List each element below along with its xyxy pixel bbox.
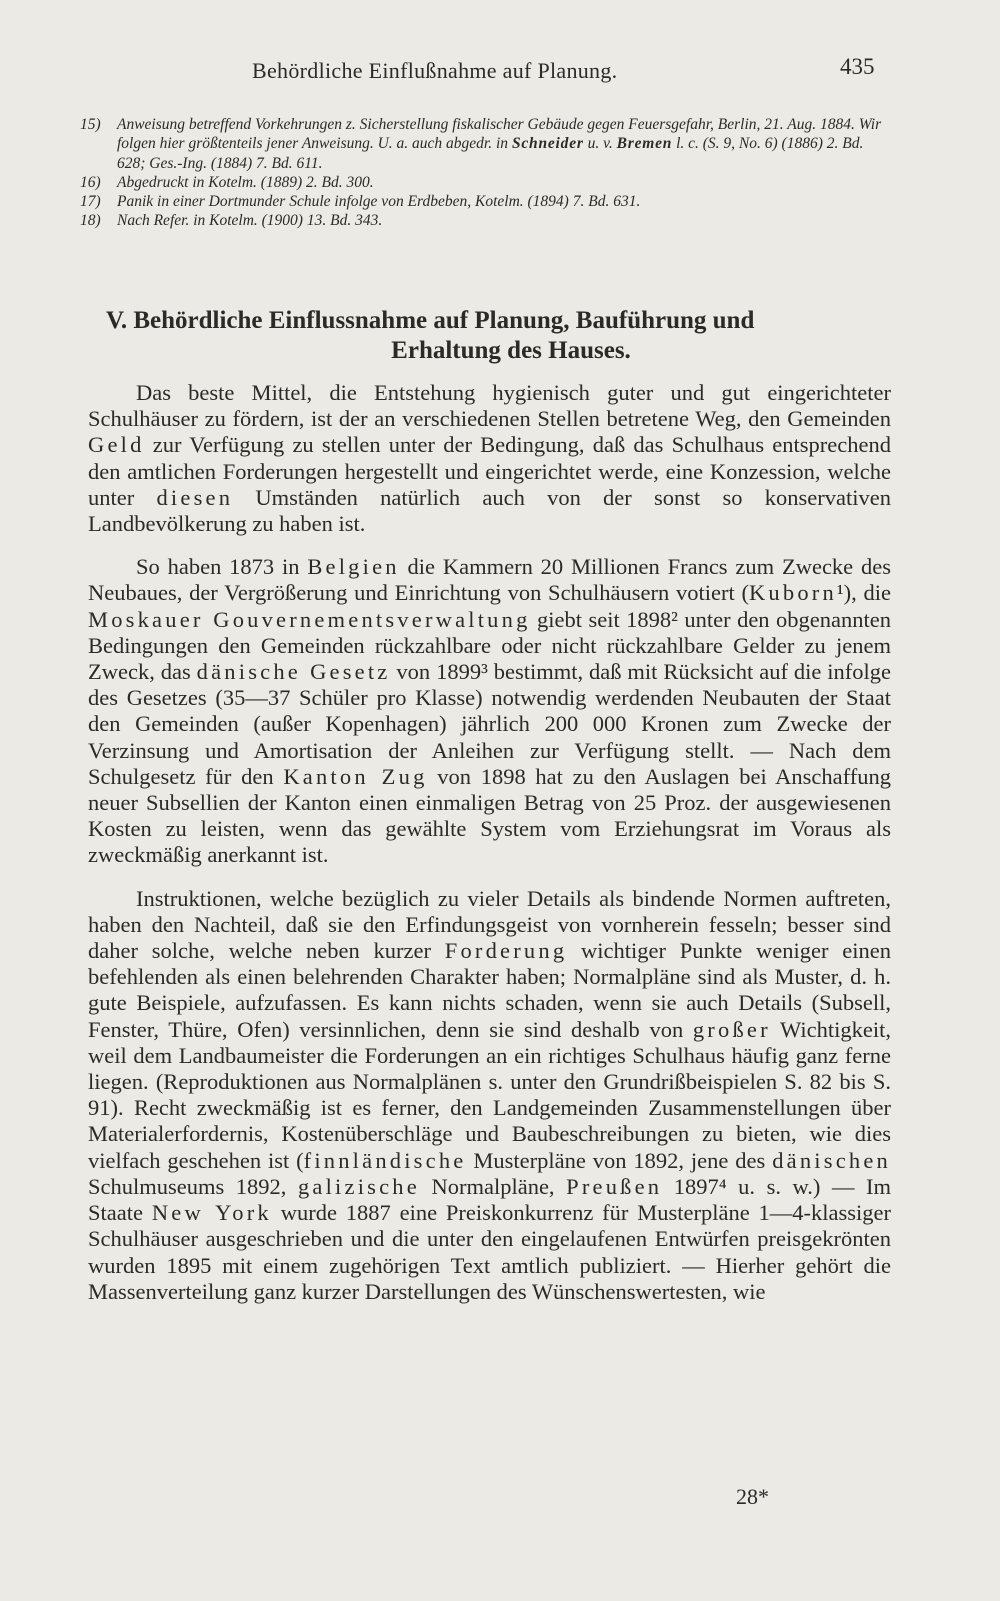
text-run: Wichtigkeit, weil dem Landbaumeister die Forderungen an ein richtiges Schulhaus häufig ganz ferne liegen. (Reproduktionen aus Normalplänen s. unter den Grundrißbeispielen S. 82 bis S. 91). Recht zweckmäßig ist es ferner, den Landgemeinden Zusammenstellungen über Materialerfordernis, Kostenüberschläge und Baubeschreibungen zu bieten, wie dies vielfach geschehen ist ( — [88, 1016, 891, 1173]
spaced-emphasis: Forderung — [444, 938, 568, 964]
text-run: ¹), die — [836, 580, 892, 606]
footnote-number: 18) — [80, 212, 101, 230]
text-run: wurde 1887 eine Preiskonkurrenz für Musterpläne 1—4-klassiger Schulhäuser ausgeschrieben und die unter den eingelaufenen Entwürfen preisgekrönten wurden 1895 mit einem zugehörigen Text amtlich publiziert. — Hierher gehört die Massenverteilung ganz kurzer Darstellungen des Wünschenswertesten, wie — [88, 1200, 891, 1304]
author-name: Schneider — [511, 135, 584, 153]
spaced-emphasis: Kanton Zug — [283, 763, 428, 789]
footnote-17 — [80, 192, 885, 211]
page-number: 435 — [840, 54, 875, 79]
spaced-emphasis: Belgien — [307, 554, 400, 580]
section-heading — [96, 306, 886, 366]
spaced-emphasis: New York — [151, 1200, 272, 1226]
footnote-text: l. c. (S. 9, No. 6) (1886) 2. Bd. 628; Ges.-Ing. (1884) 7. Bd. 611. — [117, 135, 864, 172]
footnote-18 — [80, 211, 885, 230]
spaced-emphasis: finnländische — [303, 1147, 467, 1173]
text-run: von 1899³ bestimmt, daß mit Rücksicht auf die infolge des Gesetzes (35—37 Schüler pro Klasse) notwendig werdenden Neubauten der Staat den Gemeinden (außer Kopenhagen) jährlich 200 000 Kronen zum Zwecke der Verzinsung und Amortisation der Anleihen zur Verfügung stellt. — Nach dem Schulgesetz für den — [88, 659, 891, 789]
text-run: Schulmuseums 1892, — [88, 1173, 298, 1199]
text-run: giebt seit 1898² unter den obgenannten Bedingungen den Gemeinden rückzahlbare oder nicht rückzahlbare Gelder zu jenem Zweck, das — [88, 606, 891, 685]
footnote-text: Nach Refer. in Kotelm. (1900) 13. Bd. 343. — [117, 212, 383, 230]
text-run: Musterpläne von 1892, jene des — [466, 1147, 773, 1173]
text-run: von 1898 hat zu den Auslagen bei Anschaffung neuer Subsellien der Kanton einen einmaligen Betrag von 25 Proz. der ausgewiesenen Kosten zu leisten, wenn das gewählte System vom Erziehungsrat im Voraus als zweckmäßig anerkannt ist. — [88, 763, 891, 868]
spaced-emphasis: großer — [692, 1016, 771, 1042]
paragraph-1 — [88, 380, 891, 537]
spaced-emphasis: dänischen — [772, 1147, 891, 1173]
author-name: Bremen — [616, 135, 673, 153]
text-run: wichtiger Punkte weniger einen befehlenden als einen belehrenden Charakter haben; Normalpläne sind als Muster, d. h. gute Beispiele, aufzufassen. Es kann nichts schaden, wenn sie auch Details (Subsell, Fenster, Thüre, Ofen) versinnlichen, denn sie sind deshalb von — [88, 938, 891, 1042]
footnote-number: 16) — [80, 173, 101, 191]
footnotes-block — [80, 115, 885, 231]
paragraph-3 — [88, 886, 891, 1305]
paragraph-2 — [88, 554, 891, 868]
footnote-text: Abgedruckt in Kotelm. (1889) 2. Bd. 300. — [117, 173, 374, 191]
text-run: Umständen natürlich auch von der sonst so konservativen Landbevölkerung zu haben ist. — [88, 484, 891, 537]
text-run: Das beste Mittel, die Entstehung hygienisch guter und gut eingerichteter Schulhäuser zu fördern, ist der an verschiedenen Stellen betretene Weg, den Gemeinden — [88, 380, 891, 432]
spaced-emphasis: diesen — [156, 484, 234, 510]
signature-mark: 28* — [736, 1484, 769, 1509]
text-run: zur Verfügung zu stellen unter der Bedingung, daß das Schulhaus entsprechend den amtlichen Forderungen hergestellt und eingerichtet werde, eine Konzession, welche unter — [88, 432, 891, 510]
footnote-text: u. v. — [583, 135, 617, 153]
section-heading-line-2: Erhaltung des Hauses. — [391, 337, 631, 364]
spaced-emphasis: Geld — [88, 432, 145, 458]
text-run: Instruktionen, welche bezüglich zu vieler Details als bindende Normen auftreten, haben den Nachteil, daß sie den Erfindungsgeist von vornherein fesseln; besser sind daher solche, welche neben kurzer — [88, 885, 891, 964]
footnote-text: Anweisung betreffend Vorkehrungen z. Sicherstellung fiskalischer Gebäude gegen Feuersgefahr, Berlin, 21. Aug. 1884. Wir folgen hier größtenteils jener Anweisung. U. a. auch abgedr. in — [117, 116, 882, 153]
spaced-emphasis: Kuborn — [748, 580, 837, 606]
footnote-number: 15) — [80, 116, 101, 133]
body-text — [88, 380, 891, 1305]
text-run: die Kammern 20 Millionen Francs zum Zwecke des Neubaues, der Vergrößerung und Einrichtung von Schulhäusern votiert ( — [88, 554, 891, 606]
text-run: 1897⁴ u. s. w.) — Im Staate — [88, 1173, 891, 1226]
spaced-emphasis: Moskauer Gouvernementsverwaltung — [88, 606, 531, 632]
section-heading-line-1: V. Behördliche Einflussnahme auf Planung, Bauführung und — [106, 307, 755, 334]
text-run: Normalpläne, — [419, 1173, 567, 1199]
spaced-emphasis: galizische — [297, 1173, 420, 1199]
text-run: So haben 1873 in — [136, 554, 308, 580]
footnote-16 — [80, 173, 885, 192]
footnote-15 — [80, 115, 885, 173]
spaced-emphasis: dänische Gesetz — [196, 659, 391, 685]
running-title: Behördliche Einflußnahme auf Planung. — [252, 58, 618, 83]
footnote-text: Panik in einer Dortmunder Schule infolge von Erdbeben, Kotelm. (1894) 7. Bd. 631. — [117, 193, 641, 211]
footnote-number: 17) — [80, 193, 101, 211]
spaced-emphasis: Preußen — [566, 1173, 663, 1199]
